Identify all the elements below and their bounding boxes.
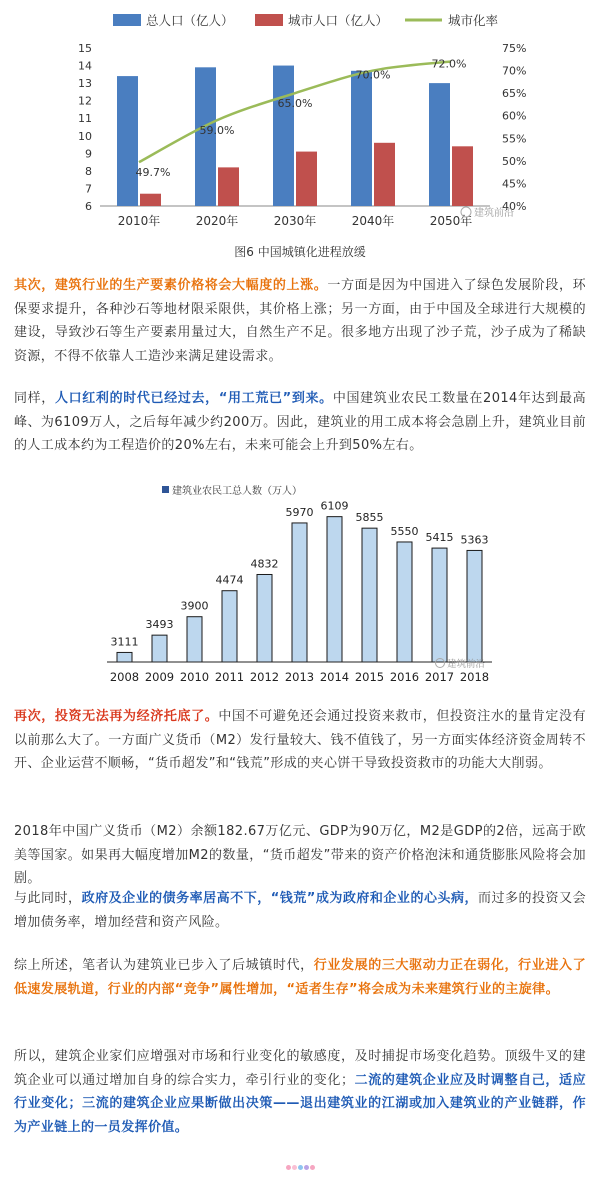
- bar-urban-population: [452, 146, 473, 206]
- data-label: 5550: [390, 524, 419, 538]
- data-label: 49.7%: [135, 166, 171, 180]
- bar-migrant-workers: [222, 591, 237, 662]
- bar-migrant-workers: [327, 517, 342, 662]
- y2-tick-label: 60%: [502, 109, 527, 123]
- bar-migrant-workers: [362, 528, 377, 662]
- bar-total-population: [117, 76, 138, 206]
- x-tick-label: 2012: [249, 670, 280, 684]
- legend-label: 城市化率: [448, 13, 499, 28]
- divider-dot: [310, 1165, 315, 1170]
- x-tick-label: 2015: [354, 670, 385, 684]
- y-tick-label: 12: [78, 94, 92, 108]
- divider-dot: [298, 1165, 303, 1170]
- highlight-text: 其次，建筑行业的生产要素价格将会大幅度的上涨。: [14, 278, 328, 293]
- bar-migrant-workers: [432, 548, 447, 662]
- paragraph-m2: [14, 820, 586, 891]
- chart-legend: [162, 484, 302, 497]
- highlight-text: 政府及企业的债务率居高不下，“钱荒”成为政府和企业的心头病，: [81, 891, 478, 906]
- urbanization-rate-line: [139, 62, 451, 163]
- data-label: 59.0%: [199, 124, 235, 138]
- y-tick-label: 15: [78, 42, 92, 55]
- data-label: 4832: [250, 557, 279, 571]
- bar-migrant-workers: [397, 542, 412, 662]
- x-tick-label: 2009: [144, 670, 175, 684]
- x-tick-label: 2017: [424, 670, 455, 684]
- paragraph-conclusion: [14, 1045, 586, 1139]
- highlight-text: 再次，投资无法再为经济托底了。: [14, 709, 219, 724]
- figure-caption: 图6 中国城镇化进程放缓: [234, 245, 366, 259]
- data-label: 3900: [180, 599, 209, 613]
- chart-bars: [117, 66, 473, 206]
- body-text: 一方面是因为中国进入了绿色发展阶段，环保要求提升，各种沙石等地材限采限供，其价格上涨；另一方面，由于中国及全球进行大规模的建设，导致沙石等生产要素用量过大，自然生产不足。很多地方出现了沙子荒，沙子成为了稀缺资源，不得不依靠人工造沙来满足建设需求。: [14, 278, 586, 364]
- x-tick-label: 2040年: [351, 214, 395, 228]
- bar-urban-population: [140, 194, 161, 206]
- chart-legend: [113, 13, 499, 28]
- paragraph-summary: [14, 954, 586, 1001]
- body-text: 同样，: [14, 391, 55, 406]
- x-tick-label: 2014: [319, 670, 350, 684]
- highlight-text: 二流的建筑企业应及时调整自己，适应行业变化；三流的建筑企业应果断做出决策——退出建筑业的江湖或加入建筑业的产业链群，作为产业链上的一员发挥价值。: [14, 1072, 586, 1135]
- data-label: 72.0%: [431, 57, 467, 71]
- body-text: 综上所述，笔者认为建筑业已步入了后城镇时代，: [14, 958, 314, 973]
- legend-swatch: [255, 14, 283, 26]
- paragraph-investment: [14, 705, 586, 776]
- bar-urban-population: [296, 152, 317, 206]
- bar-migrant-workers: [152, 635, 167, 662]
- y-tick-label: 6: [85, 200, 92, 213]
- y2-tick-label: 45%: [502, 177, 527, 191]
- divider-dot: [286, 1165, 291, 1170]
- y2-tick-label: 50%: [502, 154, 527, 168]
- x-tick-label: 2010: [179, 670, 210, 684]
- data-label: 65.0%: [277, 97, 313, 111]
- x-tick-label: 2013: [284, 670, 315, 684]
- migrant-workers-chart: [0, 478, 600, 693]
- data-label: 3111: [110, 635, 139, 649]
- data-label: 3493: [145, 618, 174, 632]
- y-tick-label: 11: [78, 112, 92, 126]
- y-tick-label: 13: [78, 77, 92, 91]
- watermark-text: 建筑前沿: [447, 659, 486, 670]
- y-tick-label: 14: [78, 59, 92, 73]
- paragraph-debt: [14, 887, 586, 934]
- divider-dot: [292, 1165, 297, 1170]
- bar-total-population: [351, 71, 372, 206]
- legend-label: 建筑业农民工总人数（万人）: [172, 486, 302, 497]
- body-text: 所以，建筑企业家们应增强对市场和行业变化的敏感度，及时捕捉市场变化趋势。顶级牛叉的建筑企业可以通过增加自身的综合实力，牵引行业的变化；: [14, 1049, 586, 1088]
- bar-urban-population: [218, 167, 239, 206]
- data-label: 5970: [285, 505, 314, 519]
- watermark: [436, 658, 486, 670]
- watermark-text: 建筑前沿: [474, 208, 514, 219]
- x-tick-label: 2020年: [195, 214, 239, 228]
- chart-bars: [111, 500, 489, 662]
- legend-swatch: [162, 486, 169, 493]
- x-tick-label: 2050年: [429, 214, 473, 228]
- y2-tick-label: 55%: [502, 132, 527, 146]
- x-tick-label: 2011: [214, 670, 245, 684]
- y2-tick-label: 65%: [502, 87, 527, 101]
- y-tick-label: 8: [85, 164, 92, 178]
- y-tick-label: 7: [85, 182, 92, 196]
- bar-migrant-workers: [257, 574, 272, 662]
- data-label: 6109: [320, 499, 349, 513]
- x-tick-label: 2018: [459, 670, 490, 684]
- highlight-text: 人口红利的时代已经过去，“用工荒已”到来。: [54, 391, 333, 406]
- x-tick-label: 2008: [109, 670, 140, 684]
- y-tick-label: 10: [78, 129, 92, 143]
- legend-label: 城市人口（亿人）: [288, 13, 389, 28]
- data-label: 5855: [355, 511, 384, 525]
- divider-dots: [286, 1165, 315, 1170]
- bar-total-population: [429, 83, 450, 206]
- legend-label: 总人口（亿人）: [146, 13, 234, 28]
- bar-migrant-workers: [117, 652, 132, 662]
- bar-total-population: [273, 66, 294, 206]
- bar-migrant-workers: [292, 523, 307, 662]
- y2-tick-label: 70%: [502, 64, 527, 78]
- bar-migrant-workers: [187, 617, 202, 662]
- paragraph-labor: [14, 387, 586, 458]
- data-label: 70.0%: [355, 68, 391, 82]
- x-tick-label: 2016: [389, 670, 420, 684]
- urbanization-chart: [0, 0, 600, 240]
- x-tick-label: 2030年: [273, 214, 317, 228]
- y2-tick-label: 75%: [502, 42, 527, 55]
- divider-dot: [304, 1165, 309, 1170]
- body-text: 中国建筑业农民工数量在2014年达到最高峰、为6109万人，之后每年减少约200万。因此，建筑业的用工成本将会急剧上升，建筑业目前的人工成本约为工程造价的20%左右，未来可能会上升到50%左右。: [14, 391, 586, 453]
- data-label: 5415: [425, 531, 454, 545]
- y-tick-label: 9: [85, 147, 92, 161]
- data-label: 4474: [215, 573, 244, 587]
- bar-urban-population: [374, 143, 395, 206]
- paragraph-factor-prices: [14, 274, 586, 368]
- data-label: 5363: [460, 533, 489, 547]
- body-text: 中国不可避免还会通过投资来救市，但投资注水的量肯定没有以前那么大了。一方面广义货币（M2）发行量较大、钱不值钱了，另一方面实体经济资金周转不开、企业运营不顺畅，“货币超发”和“钱荒”形成的夹心饼干导致投资救市的功能大大削弱。: [14, 709, 586, 771]
- body-text: 而过多的投资又会增加债务率，增加经营和资产风险。: [14, 891, 586, 930]
- body-text: 与此同时，: [14, 891, 82, 906]
- x-tick-label: 2010年: [117, 214, 161, 228]
- bar-migrant-workers: [467, 550, 482, 662]
- body-text: 2018年中国广义货币（M2）余额182.67万亿元、GDP为90万亿，M2是GDP的2倍，远高于欧美等国家。如果再大幅度增加M2的数量，“货币超发”带来的资产价格泡沫和通货膨胀风险将会加剧。: [14, 824, 586, 886]
- legend-swatch: [113, 14, 141, 26]
- chart-axes: [107, 662, 492, 684]
- highlight-text: 行业发展的三大驱动力正在弱化，行业进入了低速发展轨道，行业的内部“竞争”属性增加，“适者生存”将会成为未来建筑行业的主旋律。: [14, 958, 586, 997]
- y2-tick-label: 40%: [502, 200, 527, 213]
